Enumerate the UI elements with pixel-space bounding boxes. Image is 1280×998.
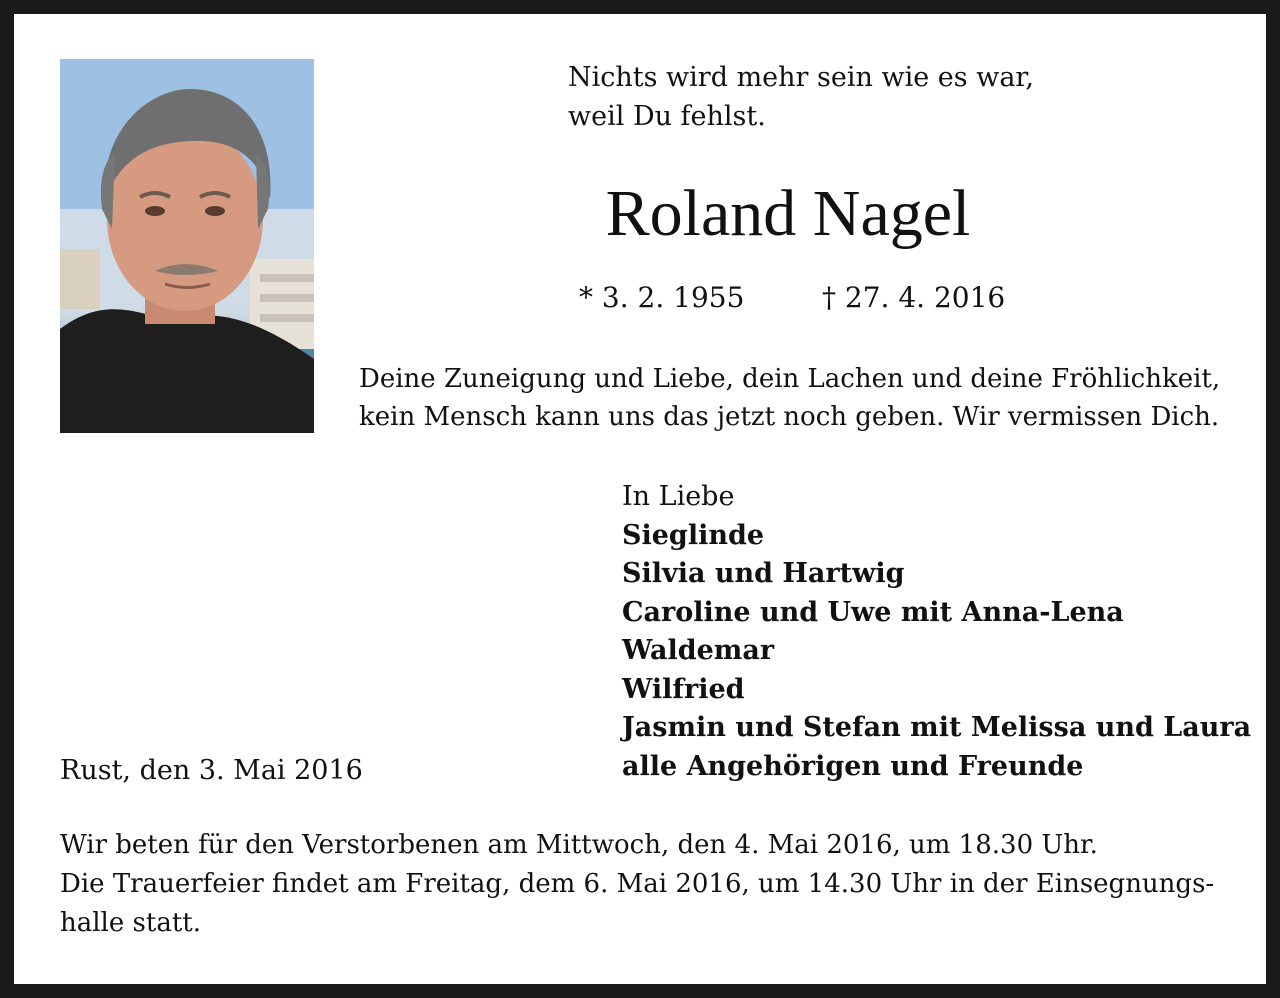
portrait-illustration (60, 59, 314, 433)
mourner-name: Jasmin und Stefan mit Melissa und Laura (622, 712, 1252, 743)
mourner-name: Caroline und Uwe mit Anna-Lena (622, 596, 1124, 628)
mourner-name: Silvia und Hartwig (622, 558, 905, 589)
mourner-name: Waldemar (622, 635, 775, 666)
service-line: Die Trauerfeier findet am Freitag, dem 6. Mai 2016, um 14.30 Uhr in der Einsegnungs- (60, 869, 1215, 899)
service-line: Wir beten für den Verstorbenen am Mittwoch, den 4. Mai 2016, um 18.30 Uhr. (60, 830, 1098, 860)
service-line: halle statt. (60, 908, 201, 938)
place-and-date: Rust, den 3. Mai 2016 (60, 755, 363, 786)
motto-line: weil Du fehlst. (568, 101, 766, 132)
mourners-list (622, 478, 1251, 786)
tribute-line: kein Mensch kann uns das jetzt noch geben. Wir vermissen Dich. (359, 402, 1220, 432)
death-date: † 27. 4. 2016 (822, 281, 1006, 314)
portrait-photo (60, 59, 314, 433)
mourner-name: alle Angehörigen und Freunde (622, 750, 1084, 782)
tribute-line: Deine Zuneigung und Liebe, dein Lachen und deine Fröhlichkeit, (359, 364, 1221, 394)
motto-line: Nichts wird mehr sein wie es war, (568, 62, 1034, 93)
motto (568, 58, 1034, 136)
tribute-text (359, 360, 1220, 436)
mourner-name: Wilfried (622, 673, 745, 705)
mourner-name: Sieglinde (622, 519, 765, 551)
deceased-name: Roland Nagel (605, 177, 971, 250)
birth-date: * 3. 2. 1955 (579, 281, 745, 314)
obituary-card (14, 14, 1266, 984)
service-info (60, 826, 1230, 943)
mourners-intro: In Liebe (622, 481, 735, 512)
